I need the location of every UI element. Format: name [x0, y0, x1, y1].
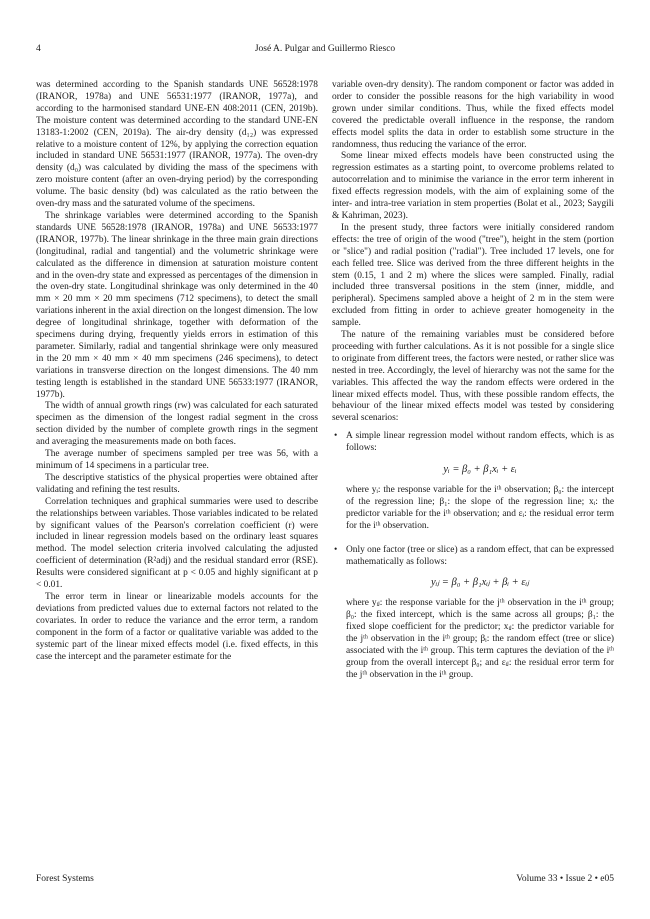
bullet-explanation: where yᵢⱼ: the response variable for the jᵗʰ observation in the iᵗʰ group; β₀: the fixed intercept, which is the same across all groups; β₁: the fixed slope coefficient for the predictor; xᵢⱼ: the predictor variable for the jᵗʰ observation in the iᵗʰ group; βᵢ: the random effect (tree or slice) associated with the iᵗʰ group. This term captures the deviation of the iᵗʰ group from the overall intercept β₀; and εᵢⱼ: the residual error term for the jᵗʰ observation in the iᵗʰ group.	[346, 598, 614, 680]
paragraph: Some linear mixed effects models have been constructed using the regression estimates as a starting point, to overcome problems related to autocorrelation and to minimise the variance in the error term inherent in fixed effects regression models, with the aim of explaining some of the inter- and intra-tree variation in stem properties (Bolat et al., 2023; Saygili & Kahriman, 2023).	[332, 151, 614, 221]
equation: yᵢ = β₀ + β₁xᵢ + εᵢ	[443, 464, 517, 476]
volume-issue: Volume 33 • Issue 2 • e05	[516, 874, 614, 884]
bullet-intro: Only one factor (tree or slice) as a random effect, that can be expressed mathematically as follows:	[346, 544, 614, 567]
page-footer	[36, 874, 614, 888]
paragraph: Correlation techniques and graphical summaries were used to describe the relationships between variables. Those variables indicated to be related by significant values of the Pearson's correlation coefficient (r) were included in linear regression models based on the ordinary least squares method. The model selection criteria involved calculating the adjusted coefficient of determination (R²adj) and the residual standard error (RSE). Results were considered significant at p < 0.05 and highly significant at p < 0.01.	[36, 496, 318, 591]
paragraph: The width of annual growth rings (rw) was calculated for each saturated specimen as the dimension of the longest radial segment in the cross section divided by the number of complete growth rings in the segment and averaging the measurements made on both faces.	[36, 401, 318, 448]
running-head-authors: José A. Pulgar and Guillermo Riesco	[254, 44, 396, 54]
paragraph: The shrinkage variables were determined according to the Spanish standards UNE 56528:1978 (IRANOR, 1978a) and UNE 56533:1977 (IRANOR, 1977b). The linear shrinkage in the three main grain directions (longitudinal, radial and tangential) and the volumetric shrinkage were calculated as the difference in dimension at saturation moisture content and in the oven-dry state and expressed as percentages of the dimension in the oven-dry state. Longitudinal shrinkage was only determined in the 40 mm × 20 mm × 20 mm specimens (712 specimens), to detect the small variations inherent in the axial direction on the longest dimension. The low degree of longitudinal shrinkage, together with deformation of the specimens during drying, frequently yields errors in estimation of this parameter. Similarly, radial and tangential shrinkage were only measured in the 20 mm × 40 mm × 40 mm specimens (246 specimens), to detect variations in transverse direction on the longest dimensions. The 40 mm testing length is established in the standard UNE 56533:1977 (IRANOR, 1977b).	[36, 210, 318, 400]
page-header	[36, 44, 614, 58]
journal-name: Forest Systems	[36, 874, 94, 884]
equation-explanation	[332, 598, 614, 681]
bullet-marker: •	[334, 431, 338, 442]
right-column	[332, 80, 614, 682]
paragraph: The average number of specimens sampled per tree was 56, with a minimum of 14 specimens in a particular tree.	[36, 449, 318, 471]
paragraph: variable oven-dry density). The random component or factor was added in order to consider the possible reasons for the high variability in wood grown under similar conditions. Thus, while the fixed effects model covered the predictable overall influence in the response, the random effects model splits the data in order to establish some structure in the randomness, thus reducing the variance of the error.	[332, 80, 614, 150]
bullet-explanation: where yᵢ: the response variable for the iᵗʰ observation; β₀: the intercept of the regression line; β₁: the slope of the regression line; xᵢ: the predictor variable for the iᵗʰ observation; and εᵢ: the residual error term for the iᵗʰ observation.	[346, 485, 614, 531]
paragraph: The error term in linear or linearizable models accounts for the deviations from predicted values due to external factors not related to the covariates. In order to reduce the variance and the error term, a random component in the form of a factor or qualitative variable was added to the systemic part of the linear mixed effects model (i.e. fixed effects, in this case the intercept and the parameter estimate for the	[36, 591, 318, 662]
scenario-bullet	[332, 431, 614, 455]
bullet-marker: •	[334, 544, 338, 555]
page-number: 4	[36, 44, 41, 54]
equation-explanation	[332, 485, 614, 533]
scenario-bullet	[332, 545, 614, 569]
left-column	[36, 80, 318, 663]
bullet-intro: A simple linear regression model without random effects, which is as follows:	[346, 431, 614, 454]
paragraph: The nature of the remaining variables must be considered before proceeding with further calculations. As it is not possible for a single slice to originate from different trees, the factors were nested, or rather slice was nested in tree. Accordingly, the level of hierarchy was not the same for the variables. This affected the way the random effects were ordered in the linear mixed effects model. Thus, with these possible random effects, the behaviour of the linear mixed effects model was tested by considering several scenarios:	[332, 330, 615, 424]
paragraph: was determined according to the Spanish standards UNE 56528:1978 (IRANOR, 1978a) and UNE 56531:1977 (IRANOR, 1977a), and according to the harmonised standard UNE-EN 408:2011 (CEN, 2019b). The moisture content was determined according to the standard UNE-EN 13183-1:2002 (CEN, 2019a). The air-dry density (d₁₂) was expressed relative to a moisture content of 12%, by applying the correction equation included in standard UNE 56531:1977 (IRANOR, 1977a). The oven-dry density (d₀) was calculated by dividing the mass of the specimens with zero moisture content (after an oven-drying period) by the corresponding volume. The basic density (bd) was calculated as the ratio between the oven-dry mass and the saturated volume of the specimens.	[36, 80, 318, 210]
paragraph: The descriptive statistics of the physical properties were obtained after validating and refining the test results.	[36, 472, 318, 495]
paragraph: In the present study, three factors were initially considered random effects: the tree of origin of the wood ("tree"), height in the stem (portion or "slice") and radial position ("radial"). Tree included 17 levels, one for each felled tree. Slice was derived from the three different heights in the stem (0.15, 1 and 2 m) where the slices were sampled. Finally, radial included three transversal positions in the stem (inner, middle, and peripheral). Specimens sampled above a height of 2 m in the stem were excluded from fitting in order to achieve greater homogeneity in the sample.	[332, 222, 614, 329]
equation: yᵢⱼ = β₀ + β₁xᵢⱼ + βᵢ + εᵢⱼ	[431, 577, 529, 589]
